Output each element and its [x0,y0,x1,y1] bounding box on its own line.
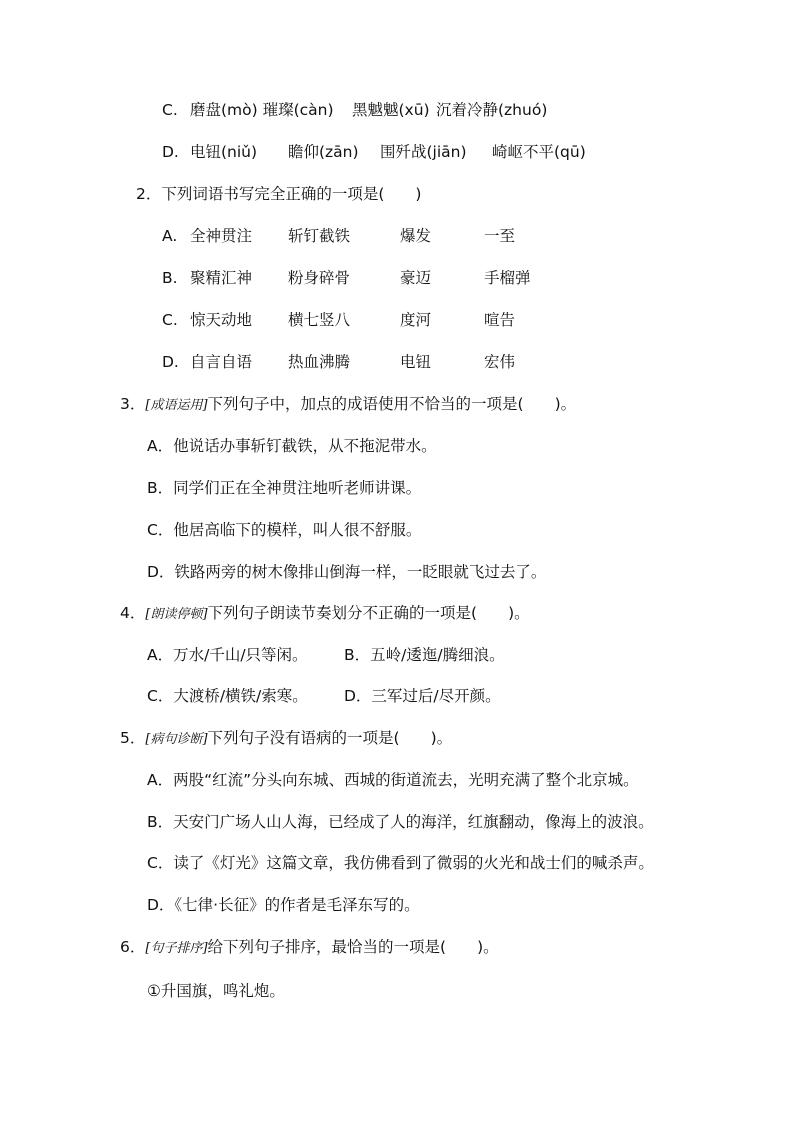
q6-item-1: ①升国旗，鸣礼炮。 [147,982,285,1000]
option-word: 宏伟 [484,353,516,371]
option-letter: C. [162,101,178,119]
question-number: 5． [120,729,146,747]
question-tag: [成语运用] [145,398,208,413]
option-word: 自言自语 [190,353,253,371]
q3-stem [120,394,576,416]
q4-option-d[interactable]: D．三军过后/尽开颜。 [344,687,501,705]
question-tag: [朗读停顿] [145,607,208,622]
question-tag: [病句诊断] [145,732,208,747]
option-word: 惊天动地 [190,311,253,329]
option-word: 磨盘(mò) 璀璨(càn) [190,101,334,119]
q4-option-c[interactable]: C．大渡桥/横铁/索寒。 [147,687,308,705]
option-word: 沉着冷静(zhuó) [436,101,548,119]
q5-option-b[interactable]: B．天安门广场人山人海，已经成了人的海洋，红旗翻动，像海上的波浪。 [147,813,654,831]
q6-stem [120,937,499,959]
option-word: 爆发 [400,227,432,245]
option-letter: B. [162,269,178,287]
option-letter: D. [162,353,179,371]
option-word: 全神贯注 [190,227,253,245]
question-text: 下列句子中，加点的成语使用不恰当的一项是( )。 [207,395,577,413]
q5-option-c[interactable]: C．读了《灯光》这篇文章，我仿佛看到了微弱的火光和战士们的喊杀声。 [147,854,654,872]
question-number: 6． [120,938,146,956]
question-number: 4． [120,604,146,622]
q4-option-b[interactable]: B．五岭/逶迤/腾细浪。 [344,646,505,664]
option-letter: D. [162,143,179,161]
option-word: 豪迈 [400,269,432,287]
option-word: 喧告 [484,311,516,329]
question-number: 3． [120,395,146,413]
q3-option-c[interactable]: C．他居高临下的模样，叫人很不舒服。 [147,521,422,539]
option-letter: C. [162,311,178,329]
q3-option-b[interactable]: B．同学们正在全神贯注地听老师讲课。 [147,479,422,497]
option-word: 瞻仰(zān) [288,143,359,161]
q5-stem [120,728,452,750]
q4-option-a[interactable]: A．万水/千山/只等闲。 [147,646,308,664]
option-word: 粉身碎骨 [288,269,351,287]
q2-stem: 2．下列词语书写完全正确的一项是( ) [136,185,422,203]
q5-option-a[interactable]: A．两股“红流”分头向东城、西城的街道流去，光明充满了整个北京城。 [147,771,639,789]
option-word: 黑魆魆(xū) [352,101,430,119]
option-word: 围歼战(jiān) [380,143,467,161]
q5-option-d[interactable]: D．《七律·长征》的作者是毛泽东写的。 [147,896,420,914]
question-text: 给下列句子排序，最恰当的一项是( )。 [207,938,499,956]
option-word: 热血沸腾 [288,353,351,371]
option-word: 聚精汇神 [190,269,253,287]
question-text: 下列句子没有语病的一项是( )。 [207,729,453,747]
question-text: 下列句子朗读节奏划分不正确的一项是( )。 [207,604,530,622]
option-word: 斩钉截铁 [288,227,351,245]
option-word: 一至 [484,227,516,245]
q4-stem [120,603,530,625]
option-letter: A. [162,227,178,245]
option-word: 手榴弹 [484,269,531,287]
option-word: 横七竖八 [288,311,351,329]
option-word: 度河 [400,311,432,329]
q3-option-d[interactable]: D．铁路两旁的树木像排山倒海一样，一眨眼就飞过去了。 [147,563,547,581]
q3-option-a[interactable]: A．他说话办事斩钉截铁，从不拖泥带水。 [147,437,437,455]
question-tag: [句子排序] [145,941,208,956]
option-word: 电钮(niǔ) [190,143,258,161]
option-word: 电钮 [400,353,432,371]
option-word: 崎岖不平(qū) [492,143,586,161]
